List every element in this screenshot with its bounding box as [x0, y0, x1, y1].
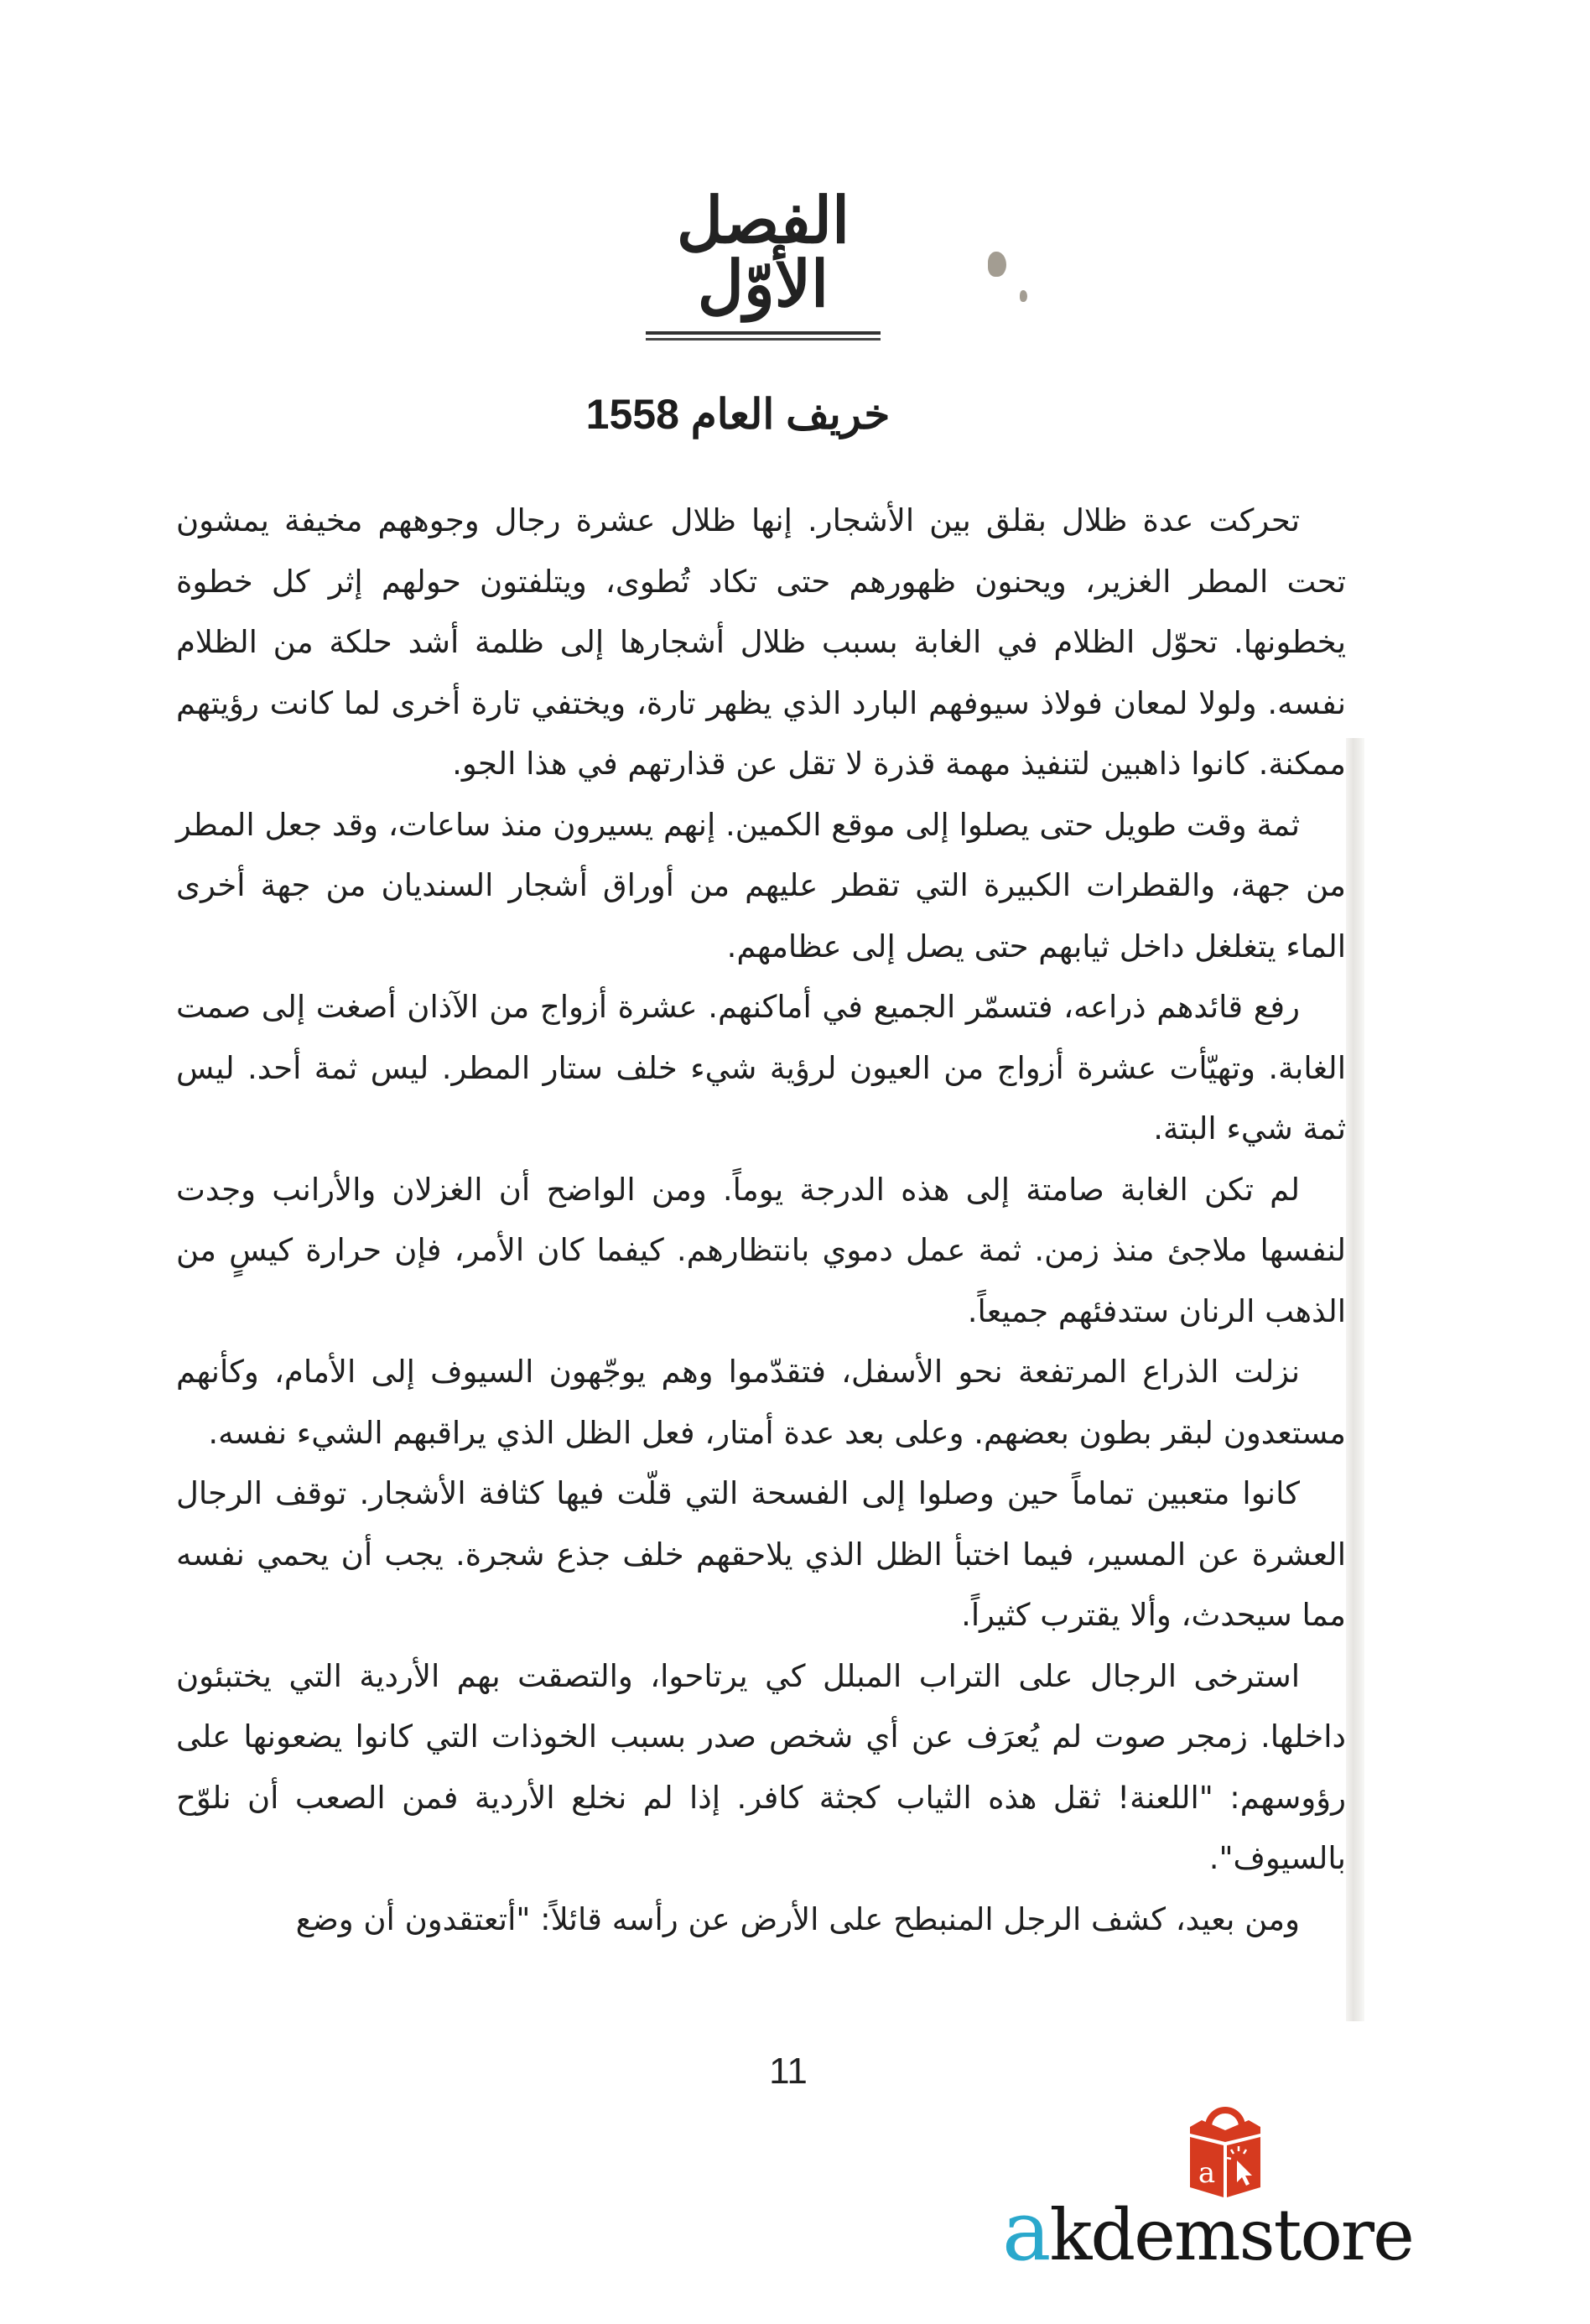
paragraph: ومن بعيد، كشف الرجل المنبطح على الأرض عن رأسه قائلاً: "أتعتقدون أن وضع — [295, 1900, 1300, 1937]
title-underline-secondary — [646, 338, 881, 341]
brand-name-rest: kdemstore — [1049, 2194, 1413, 2276]
scan-shadow-strip — [1346, 738, 1364, 2021]
brand-wordmark — [1002, 2184, 1472, 2280]
chapter-title: الفصل الأوّل — [676, 183, 850, 321]
akdemstore-watermark — [1002, 2105, 1472, 2280]
scan-speck — [988, 252, 1006, 277]
paragraph: ثمة وقت طويل حتى يصلوا إلى موقع الكمين. إنهم يسيرون منذ ساعات، وقد جعل المطر من جهة، والقطرات الكبيرة التي تقطر عليهم من أوراق أشجار السنديان من جهة أخرى الماء يتغلغل داخل ثيابهم حتى يصل إلى عظامهم. — [176, 806, 1346, 964]
paragraph: نزلت الذراع المرتفعة نحو الأسفل، فتقدّموا وهم يوجّهون السيوف إلى الأمام، وكأنهم مستعدون لبقر بطون بعضهم. وعلى بعد عدة أمتار، فعل الظل الذي يراقبهم الشيء نفسه. — [176, 1354, 1346, 1451]
paragraph: لم تكن الغابة صامتة إلى هذه الدرجة يوماً. ومن الواضح أن الغزلان والأرانب وجدت لنفسها ملاجئ منذ زمن. ثمة عمل دموي بانتظارهم. كيفما كان الأمر، فإن حرارة كيسٍ من الذهب الرنان ستدفئهم جميعاً. — [176, 1171, 1346, 1329]
paragraph: استرخى الرجال على التراب المبلل كي يرتاحوا، والتصقت بهم الأردية التي يختبئون داخلها. زمجر صوت لم يُعرَف عن أي شخص صدر بسبب الخوذات التي كانوا يضعونها على رؤوسهم: "اللعنة! ثقل هذه الثياب كجثة كافر. إذا لم نخلع الأردية فمن الصعب أن نلوّح بالسيوف". — [176, 1657, 1346, 1876]
paragraph: تحركت عدة ظلال بقلق بين الأشجار. إنها ظلال عشرة رجال وجوههم مخيفة يمشون تحت المطر الغزير، ويحنون ظهورهم حتى تكاد تُطوى، ويتلفتون حولهم إثر كل خطوة يخطونها. تحوّل الظلام في الغابة بسبب ظلال أشجارها إلى ظلمة أشد حلكة من الظلام نفسه. ولولا لمعان فولاذ سيوفهم البارد الذي يظهر تارة، ويختفي تارة أخرى لما كانت رؤيتهم ممكنة. كانوا ذاهبين لتنفيذ مهمة قذرة لا تقل عن قذارتهم في هذا الجو. — [176, 502, 1346, 782]
body-text — [176, 491, 1346, 1950]
chapter-heading — [637, 183, 889, 341]
page-number: 11 — [769, 2051, 808, 2092]
book-cursor-icon — [1185, 2105, 1265, 2197]
brand-letter-a: a — [1002, 2184, 1050, 2280]
paragraph: رفع قائدهم ذراعه، فتسمّر الجميع في أماكنهم. عشرة أزواج من الآذان أصغت إلى صمت الغابة. وتهيّأت عشرة أزواج من العيون لرؤية شيء خلف ستار المطر. ليس ثمة أحد. ليس ثمة شيء البتة. — [176, 989, 1346, 1146]
chapter-subtitle: خريف العام 1558 — [585, 391, 891, 438]
logo-icon-letter: a — [1198, 2156, 1216, 2190]
scan-speck — [1020, 290, 1027, 302]
title-underline — [646, 331, 881, 335]
paragraph: كانوا متعبين تماماً حين وصلوا إلى الفسحة التي قلّت فيها كثافة الأشجار. توقف الرجال العشرة عن المسير، فيما اختبأ الظل الذي يلاحقهم خلف جذع شجرة. يجب أن يحمي نفسه مما سيحدث، وألا يقترب كثيراً. — [176, 1475, 1346, 1633]
